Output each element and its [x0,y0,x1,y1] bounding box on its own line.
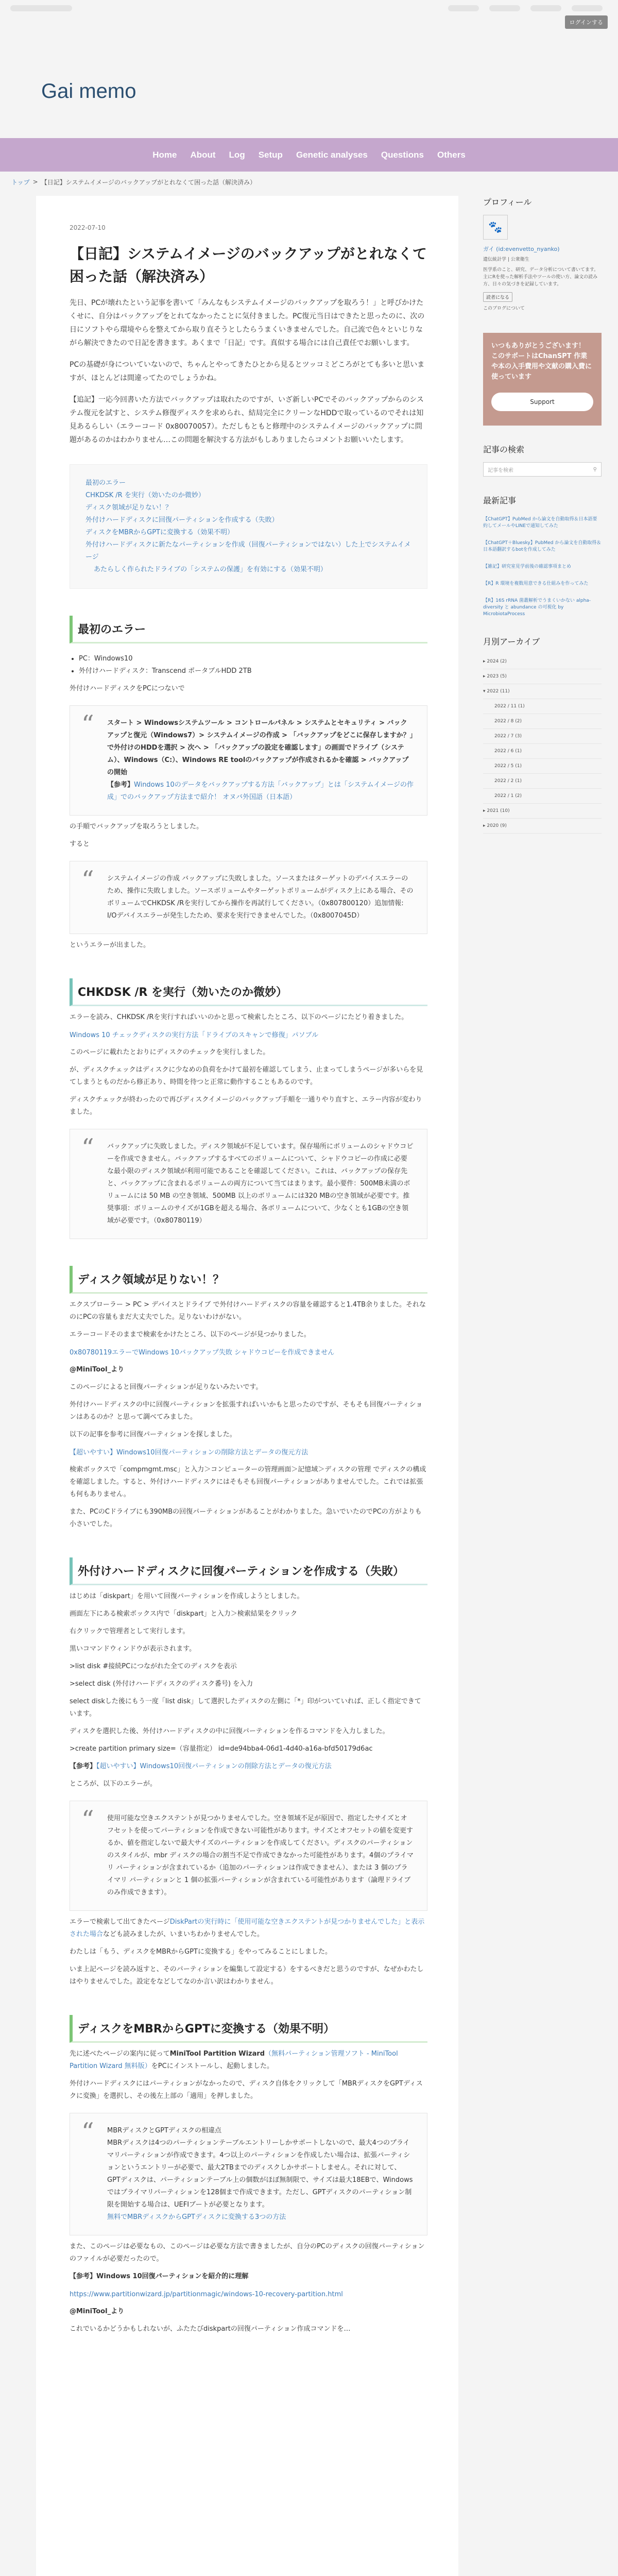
reference-link[interactable]: Windows 10 チェックディスクの実行方法「ドライブのスキャンで修復」パソブル [70,1031,319,1039]
nav-item[interactable]: Questions [381,149,424,160]
toc-item[interactable]: ディスク領域が足りない！？ [85,504,172,512]
recent-post-link[interactable]: 【ChatGPT】PubMed から論文を自動取得＆日本語要約してメールやLINEで通知してみた [483,517,597,529]
intro-paragraph: PCの基礎が身についていないので、ちゃんとやってきたひとから見るとツッコミどころがとても多いと思いますが、ほとんどは間違ってたのでしょうかね。 [70,361,425,382]
reference-author: @MiniTool_より [70,1366,125,1374]
sidebar [483,196,602,834]
paragraph: の手順でバックアップを取ろうとしました。 [70,823,203,831]
paragraph: ところが、以下のエラーが。 [70,1780,157,1788]
article [36,196,458,2576]
recent-posts [483,516,602,618]
archive-year[interactable]: ▸ 2021 (10) [483,804,602,819]
reference-label: 【参考】Windows 10回復パーティションを紹介的に理解 [70,2273,249,2280]
paragraph: 右クリックで管理者として実行します。 [70,1628,190,1635]
profile-role: 遺伝統計学 | 公衆衛生 [483,257,529,262]
archive-year[interactable]: ▸ 2023 (5) [483,669,602,684]
section-heading: 外付けハードディスクに回復パーティションを作成する（失敗） [70,1557,427,1585]
paragraph: 検索ボックスで「compmgmt.msc」と入力＞コンピューターの管理画面＞記憶域＞ディスクの管理 でディスクの構成を確認しました。すると、外付けハードディスクにはそもそも回復パーティションがありませんでした。これでは拡張も何もありません。 [70,1466,426,1498]
archive-year[interactable]: ▸ 2024 (2) [483,654,602,669]
nav-item[interactable]: Home [152,149,177,160]
recent-post-link[interactable]: 【雑記】研究室見学前後の確認事項まとめ [483,564,572,569]
reference-link[interactable]: （無料パーティション管理ソフト - MiniTool Partition Wizard 無料版） [70,2050,398,2070]
paragraph: なども読みましたが、いまいちわかりませんでした。 [103,1930,264,1938]
toc-item[interactable]: あたらしく作られたドライブの「システムの保護」を有効にする（効果不明） [94,566,327,573]
nav-item[interactable]: About [190,149,216,160]
paragraph: ディスクを選択した後、外付けハードディスクの中に回復パーティションを作るコマンドを入力しました。 [70,1727,389,1735]
reference-label: 【参考】 [70,1762,97,1770]
paragraph: わたしは「もう、ディスクをMBRからGPTに変換する」をやってみることにしました。 [70,1948,332,1956]
toc-item[interactable]: 外付けハードディスクに回復パーティションを作成する（失敗） [85,516,279,524]
toc-item[interactable]: 最初のエラー [85,479,126,487]
quote-icon: “ [81,2117,94,2146]
quote-icon: “ [81,710,94,739]
quote-box [70,2113,427,2235]
article-date: 2022-07-10 [70,224,106,231]
nav-item[interactable]: Log [229,149,245,160]
paragraph: 外付けハードディスクにはパーティションがなかったので、ディスク自体をクリックして「MBRディスクをGPTディスクに変換」を選択し、その後左上部の「適用」を押しました。 [70,2080,423,2100]
section-heading: ディスク領域が足りない！？ [70,1266,427,1294]
topbar-placeholder [572,5,603,11]
archive-month[interactable]: 2022 / 8 (2) [483,714,602,729]
reference-link[interactable]: 無料でMBRディスクからGPTディスクに変換する3つの方法 [107,2213,286,2221]
quote-icon: “ [81,1805,94,1834]
command-line: >list disk #接続PCにつながれた全てのディスクを表示 [70,1663,237,1670]
paragraph: 外付けハードディスクの中に回復パーティションを拡張すればいいかもと思ったのですが、そもそも回復パーティションはあるのか？と思って調べてみました。 [70,1401,423,1421]
toc-item[interactable]: CHKDSK /R を実行（効いたのか微妙） [85,492,205,499]
paragraph: select diskした後にもう一度「list disk」して選択したディスクの左側に「*」印がついていれば、正しく指定できています。 [70,1698,421,1718]
sidebar-heading: 最新記事 [483,496,517,505]
paragraph: はじめは「diskpart」を用いて回復パーティションを作成しようとしました。 [70,1592,304,1600]
command-line: >select disk (外付けハードディスクのディスク番号) を入力 [70,1680,253,1688]
quote-text: MBRディスクとGPTディスクの相違点 MBRディスクは4つのパーティションテーブルエントリーしかサポートしないので、最大4つのプライマリパーティションが作成できます。4つ以上のパーティションを作成したい場合は、拡張パーティションというエントリーが必要で、最大2TBまでのディスクしかサポートしません。それに対して、GPTディスクは、パーティションテーブル上の個数がほぼ無制限で、サイズは最大18EBで、Windowsではプライマリパーティションを128個まで作成できます。ただし、GPTディスクのパーティション制限を開始する場合は、UEFIブートが必要となります。 [107,2127,413,2209]
reference-link[interactable]: 【超いやすい】Windows10回復パーティションの削除方法とデータの復元方法 [70,1449,308,1456]
site-title[interactable]: Gai memo [41,80,136,103]
reference-link[interactable]: 0x80780119エラーでWindows 10バックアップ失敗 シャドウコピーを作成できません [70,1349,335,1357]
section-heading: 最初のエラー [70,616,427,643]
recent-post-link[interactable]: 【R】16S rRNA 菌叢解析でうまくいかない alpha-diversity と abundance の可視化 by MicrobiotaProcess [483,598,591,617]
profile-description: 医学系のこと、研究、データ分析について書いてます。主にRを使った解析手法やツールの使い方、論文の読み方、日々の気づきを記録しています。 [483,267,599,287]
intro-paragraph: 先日、PCが壊れたという記事を書いて「みんなもシステムイメージのバックアップを取ろう！」と呼びかけたくせに、自分はバックアップをとれてなかったことに気付きました。PC復元当日はできたと思ったのに、次の日にソフトやら環境やらを整えてから取り直そうとしたらうまくいきませんでした。自己流で色々といじりながら解決できたので日記を書きます。あくまで「日記」です。真似する場合には自己責任でお願いします。 [70,299,425,347]
software-name: MiniTool Partition Wizard [169,2050,265,2058]
paragraph: すると [70,840,90,848]
archive-list [483,654,602,834]
topbar [0,0,618,31]
command-line: >create partition primary size=（容量指定） id=de94bba4-06d1-4d40-a16a-bfd50179d6ac [70,1745,373,1753]
nav-item[interactable]: Setup [258,149,283,160]
quote-text: バックアップに失敗しました。ディスク領域が不足しています。保存場所にボリュームのシャドウコピーを作成できません。バックアップするすべてのボリュームについて、シャドウコピーの作成に必要な最小限のディスク領域が利用可能であることを確認してください。これは、バックアップの保存先と、バックアップに含まれるボリュームの両方について当てはまります。最小要件：500MB未満のボリュームには 50 MB の空き領域、500MB 以上のボリュームには320 MBの空き領域が必要です。推奨事項：ボリュームのサイズが1GBを超える場合、各ボリュームについて、少なくとも1GBの空き領域が必要です。（0x80780119） [107,1143,414,1225]
paragraph: また、PCのCドライブにも390MBの回復パーティションがあることがわかりました。急いでいたのでPCの方がよりも小さいでした。 [70,1508,422,1528]
paragraph: 以下の記事を参考に回復パーティションを探しました。 [70,1431,236,1438]
avatar[interactable]: 🐾 [483,215,508,240]
paragraph: エラーコードそのままで検索をかけたところ、以下のページが見つかりました。 [70,1331,311,1338]
archive-year[interactable]: ▸ 2020 (9) [483,819,602,834]
paragraph: ディスクチェックが終わったので再びディスクイメージのバックアップ手順を一通りやり直すと、エラー内容が変わりました。 [70,1096,422,1116]
paragraph: これでいるかどうかもしれないが、ふたたびdiskpartの回復パーティション作成コマンドを… [70,2325,351,2333]
paragraph: エラーを読み、CHKDSK /Rを実行すればいいのかと思って検索したところ、以下のページにたどり着きました。 [70,1013,408,1021]
topbar-placeholder [489,5,520,11]
archive-month[interactable]: 2022 / 1 (2) [483,789,602,804]
paragraph: エクスプローラー > PC > デバイスとドライブ で外付けハードディスクの容量を確認すると1.4TB余りました。それなのにPCの容量もまだ大丈夫でした。足りないわけがない。 [70,1301,426,1321]
quote-icon: “ [81,866,94,894]
paragraph: このページに載れたとおりにディスクのチェックを実行しました。 [70,1048,270,1056]
quote-icon: “ [81,1133,94,1162]
section-heading: ディスクをMBRからGPTに変換する（効果不明） [70,2015,427,2043]
nav-item[interactable]: Genetic analyses [296,149,368,160]
quote-text: スタート > Windowsシステムツール > コントロールパネル > システムとセキュリティ > バックアップと復元（Windows7）> システムイメージの作成 > 「バックアップをどこに保存しますか？」で外付けのHDDを選択 > 次へ > 「バックアップの設定を確認します」の画面でドライブ（システム）、Windows（C:）、Windows RE toolのバックアップが作成されるかを確認 > バックアップの開始 [107,719,414,776]
archive-month[interactable]: 2022 / 2 (1) [483,774,602,789]
reference-link[interactable]: DiskPartの実行時に「使用可能な空きエクステントが見つかりませんでした」と表示された場合 [70,1918,425,1938]
list-item: • 外付けハードディスク：Transcend ポータブルHDD 2TB [79,665,427,677]
profile-name[interactable]: ガイ (id:evenvetto_nyanko) [483,246,560,252]
search-icon[interactable]: ⚲ [593,466,597,472]
archive-year[interactable]: ▾ 2022 (11) [483,684,602,699]
paragraph: 画面左下にある検索ボックス内で「diskpart」と入力＞検索結果をクリック [70,1610,298,1618]
archive-month[interactable]: 2022 / 11 (1) [483,699,602,714]
site-header [0,31,618,138]
archive-month[interactable]: 2022 / 5 (1) [483,759,602,774]
follow-button[interactable]: 読者になる [483,292,512,302]
breadcrumb-separator: > [32,178,38,185]
section-heading: CHKDSK /R を実行（効いたのか微妙） [70,978,427,1006]
paragraph: 外付けハードディスクをPCにつないで [70,685,185,692]
article-title: 【日記】システムイメージのバックアップがとれなくて困った話（解決済み） [70,245,427,285]
reference-label: 【参考】 [107,781,134,789]
toc-item[interactable]: ディスクをMBRからGPTに変換する（効果不明） [85,529,234,536]
reference-author: @MiniTool_より [70,2308,125,2315]
topbar-placeholder [10,5,72,11]
paragraph: また、このページは必要なもの、このページは必要な方法で書きましたが、自分のPCのディスクの回復パーティションのファイルが必要だったので。 [70,2243,425,2263]
recent-post-link[interactable]: 【R】R 環境を複数用意できる仕組みを作ってみた [483,581,589,586]
search-input[interactable] [483,462,602,477]
paragraph: 黒いコマンドウィンドウが表示されます。 [70,1645,196,1653]
support-text: いつもありがとうございます！ このサポートはChanSPT 作業や本の入手費用や文献の購入費に使っています [491,342,592,381]
toc-item[interactable]: 外付けハードディスクに新たなパーティションを作成（回復パーティションではない）した上でシステムイメージ [85,541,411,561]
breadcrumb-home[interactable]: トップ [11,178,30,186]
support-button[interactable]: Support [491,393,593,411]
paragraph: 先に述べたページの案内に従って [70,2050,170,2058]
reference-link[interactable]: https://www.partitionwizard.jp/partitionmagic/windows-10-recovery-partition.html [70,2291,343,2298]
quote-text: 使用可能な空きエクステントが見つかりませんでした。空き領域不足が原因で、指定したサイズとオフセットを使ってパーティションを作成できない可能性があります。サイズとオフセットの値を変更するか、値を指定しないで最大サイズのパーティションを作成してください。ディスクのパーティションのスタイルが、mbr ディスクの場合の割当不足で作成できなかった可能性があります。4個のプライマリ パーティションが含まれているか（追加のパーティションは作成できません）、または 3 個のプライマリ パーティションと 1 個の拡張パーティションが含まれている可能性があります（論理ドライブのみ作成できます）。 [107,1815,414,1896]
about-blog-link[interactable]: このブログについて [483,306,525,311]
paragraph: が、ディスクチェックはディスクに少なめの負荷をかけて最初を確認してしまう、止まってしまうページが多いらを見てしまうとものだから修正あり、時間を待つと正常に動作することもあるのです。 [70,1066,423,1086]
reference-link[interactable]: 【超いやすい】Windows10回復パーティションの削除方法とデータの復元方法 [96,1762,332,1770]
table-of-contents [70,464,427,589]
quote-box [70,1801,427,1911]
quote-box [70,705,427,816]
environment-list [70,653,427,677]
recent-post-link[interactable]: 【ChatGPT＋Bluesky】PubMed から論文を自動取得＆日本語翻訳するbotを作成してみた [483,540,602,552]
topbar-placeholder [448,5,479,11]
list-item: • PC：Windows10 [79,653,427,665]
global-nav [0,138,618,172]
paragraph: というエラーが出ました。 [70,941,150,949]
login-button[interactable]: ログインする [565,15,608,29]
archive-month[interactable]: 2022 / 6 (1) [483,744,602,759]
sidebar-heading: 月別アーカイブ [483,637,540,647]
nav-item[interactable]: Others [437,149,466,160]
search-placeholder: 記事を検索 [488,467,513,473]
quote-box [70,861,427,934]
sidebar-heading: 記事の検索 [483,445,525,454]
quote-text: システムイメージの作成 バックアップに失敗しました。ソースまたはターゲットのデバイスエラーのため、操作に失敗しました。ソースボリュームやターゲットボリュームがディスク上にある場合、そのボリュームでCHKDSK /Rを実行してから操作を再試行してください。（0x807800120）追加情報: I/Oデバイスエラーが発生したため、要求を実行できませんでした。（0x8007045D） [107,875,414,920]
archive-month[interactable]: 2022 / 7 (3) [483,729,602,744]
support-card [483,333,602,426]
breadcrumb [0,172,618,192]
paragraph: このページによると回復パーティションが足りないみたいです。 [70,1383,263,1391]
paragraph: いま上記ページを読み返すと、そのパーティションを編集して設定する）をするべきだと思うのですが、なぜかわたしはやりませんでした。設定をなどしてなのか言い訳はわかりません。 [70,1965,424,1986]
topbar-placeholder [530,5,561,11]
paragraph: エラーで検索して出てきたページ [70,1918,170,1926]
sidebar-heading: プロフィール [483,197,532,207]
quote-box [70,1129,427,1239]
paragraph: をPCにインストールし、起動しました。 [151,2062,274,2070]
breadcrumb-current: 【日記】システムイメージのバックアップがとれなくて困った話（解決済み） [41,178,256,186]
intro-paragraph: 【追記】一応今回書いた方法でバックアップは取れたのですが、いざ新しいPCでそのバックアップからのシステム復元を試すと、システム修復ディスクを求められ、結局完全にクリーンなHDDで取っているのでそれは知見あるらしい（エラーコード 0x80070057）。ただしもともと修理中のシステムイメージのバックアップに問題があるのかはわかりません…この問題を解決する方法がもしありましたらコメントお願いいたします。 [70,396,424,444]
reference-link[interactable]: Windows 10のデータをバックアップする方法「バックアップ」とは「システムイメージの作成」でのバックアップ方法まで紹介！ オヌバ外国語（日本語） [107,781,414,801]
